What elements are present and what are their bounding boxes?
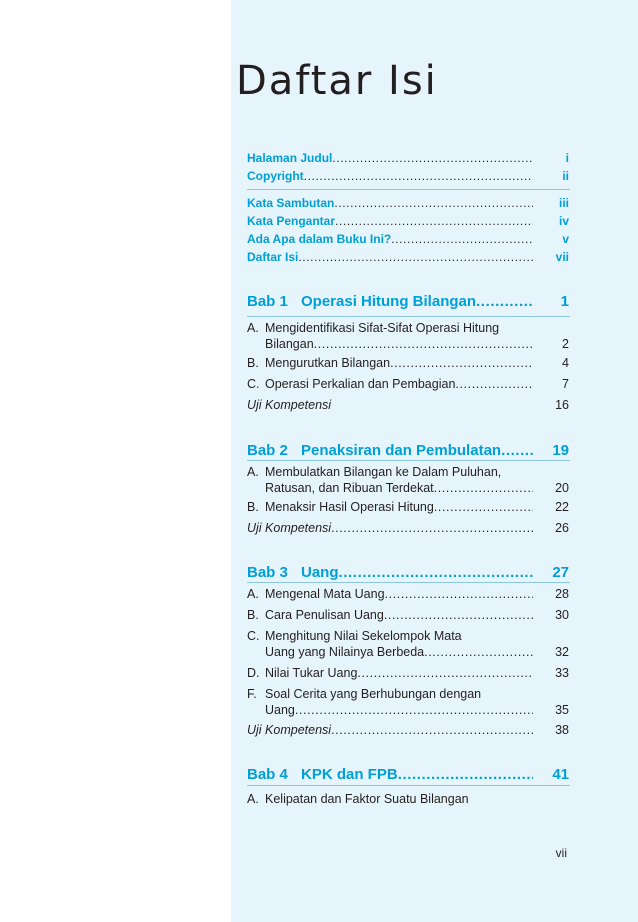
toc-entry-copyright[interactable]: Copyright ..... ii	[247, 168, 569, 186]
toc-entry-halaman-judul[interactable]: Halaman Judul ..... i	[247, 150, 569, 168]
divider	[247, 316, 570, 317]
page-number: vii	[555, 846, 567, 860]
toc-uji-kompetensi[interactable]: Uji Kompetensi ..... 26	[247, 520, 569, 541]
toc-section[interactable]: D. Nilai Tukar Uang ..... 33	[247, 665, 569, 686]
toc-entry-kata-pengantar[interactable]: Kata Pengantar ..... iv	[247, 213, 569, 231]
page-title: Daftar Isi	[236, 58, 438, 104]
chapter-2-sections	[247, 464, 569, 541]
chapter-heading[interactable]: Bab 4 KPK dan FPB ..... 41	[247, 765, 569, 785]
toc-section[interactable]: F. Soal Cerita yang Berhubungan dengan Uang ..... 35	[247, 686, 569, 722]
chapter-heading[interactable]: Bab 1 Operasi Hitung Bilangan ..... 1	[247, 292, 569, 312]
divider	[247, 460, 570, 461]
front-matter-group-2	[247, 195, 569, 267]
toc-uji-kompetensi[interactable]: Uji Kompetensi 16	[247, 398, 569, 412]
toc-uji-kompetensi[interactable]: Uji Kompetensi ..... 38	[247, 722, 569, 743]
divider	[247, 785, 570, 786]
toc-section[interactable]: A. Kelipatan dan Faktor Suatu Bilangan	[247, 792, 469, 806]
toc-entry-kata-sambutan[interactable]: Kata Sambutan ..... iii	[247, 195, 569, 213]
chapter-3-sections	[247, 586, 569, 743]
chapter-heading[interactable]: Bab 3 Uang ..... 27	[247, 563, 569, 583]
chapter-3	[247, 563, 569, 583]
toc-section[interactable]: A. Mengidentifikasi Sifat-Sifat Operasi Hitung Bilangan ..... 2	[247, 320, 569, 355]
toc-section[interactable]: C. Operasi Perkalian dan Pembagian ..... 7	[247, 376, 569, 397]
chapter-1-sections	[247, 320, 569, 418]
toc-section[interactable]: A. Mengenal Mata Uang ..... 28	[247, 586, 569, 607]
toc-section[interactable]: C. Menghitung Nilai Sekelompok Mata Uang yang Nilainya Berbeda ..... 32	[247, 628, 569, 665]
toc-section[interactable]: B. Cara Penulisan Uang ..... 30	[247, 607, 569, 628]
chapter-heading[interactable]: Bab 2 Penaksiran dan Pembulatan ..... 19	[247, 441, 569, 461]
divider	[247, 189, 570, 190]
toc-section[interactable]: B. Mengurutkan Bilangan ..... 4	[247, 355, 569, 376]
chapter-4	[247, 765, 569, 785]
chapter-1	[247, 292, 569, 312]
toc-section[interactable]: A. Membulatkan Bilangan ke Dalam Puluhan, Ratusan, dan Ribuan Terdekat ..... 20	[247, 464, 569, 499]
toc-section[interactable]: B. Menaksir Hasil Operasi Hitung ..... 22	[247, 499, 569, 520]
divider	[247, 582, 570, 583]
chapter-4-sections	[247, 791, 569, 812]
toc-entry-daftar-isi[interactable]: Daftar Isi ..... vii	[247, 249, 569, 267]
toc-entry-ada-apa[interactable]: Ada Apa dalam Buku Ini? ..... v	[247, 231, 569, 249]
chapter-2	[247, 441, 569, 461]
front-matter-group-1	[247, 150, 569, 186]
